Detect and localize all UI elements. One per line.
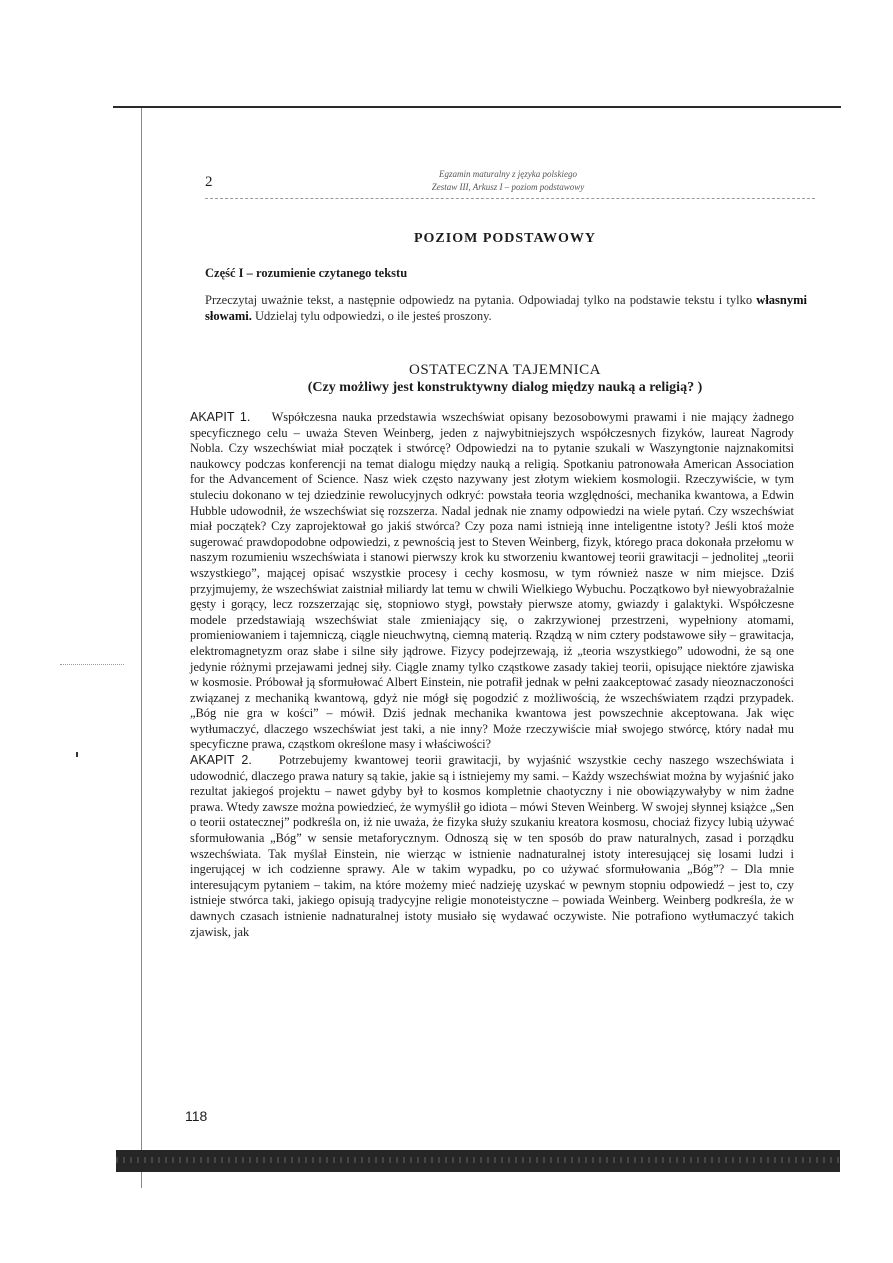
page-top-rule xyxy=(113,106,841,108)
paragraph-2 xyxy=(190,753,794,940)
paragraph-1 xyxy=(190,410,794,753)
page-left-edge xyxy=(141,108,142,1188)
level-title: POZIOM PODSTAWOWY xyxy=(413,231,597,246)
article-subtitle: (Czy możliwy jest konstruktywny dialog między nauką a religią? ) xyxy=(307,380,703,395)
scan-margin-mark xyxy=(60,664,124,665)
paragraph-1-label: AKAPIT 1. xyxy=(190,410,251,424)
paragraph-2-label: AKAPIT 2. xyxy=(190,753,252,768)
header-page-number: 2 xyxy=(205,174,213,190)
instructions xyxy=(205,292,807,324)
paragraph-1-text: Współczesna nauka przedstawia wszechświat opisany bezosobowymi prawami i nie mający żadnego specyficznego celu – uważa Steven Weinberg, jeden z najwybitniejszych współczesnych fizyków, laureat Nagrody Nobla. Czy wszechświat miał początek i stwórcę? Odpowiedzi na to pytanie szukali w Waszyngtonie najznakomitsi naukowcy podczas konferencji na temat dialogu między nauką a religią. Spotkaniu patronowała American Association for the Advancement of Science. Nasz wiek często nazywany jest złotym wiekiem kosmologii. Rzeczywiście, w tym stuleciu dokonano w tej dziedzinie rewolucyjnych odkryć: powstała teoria względności, mechanika kwantowa, a Edwin Hubble udowodnił, że wszechświat się rozszerza. Nadal jednak nie znamy odpowiedzi na wiele pytań. Czy wszechświat miał początek? Czy zaprojektował go jakiś stwórca? Czy poza nami istnieją inne inteligentne istoty? Jeśli ktoś może sugerować prawdopodobne odpowiedzi, z pewnością jest to Steven Weinberg, fizyk, którego praca dokonała przełomu w naszym rozumieniu wszechświata i stanowi pierwszy krok ku stworzeniu kwantowej teorii grawitacji – jednolitej „teorii wszystkiego”, mającej opisać wszystkie procesy i cechy kosmosu, w tym również nasze w nim miejsce. Dziś przyjmujemy, że wszechświat zaistniał miliardy lat temu w chwili Wielkiego Wybuchu. Początkowo był niewyobrażalnie gęsty i gorący, lecz rozszerzając się, stopniowo stygł, powstały pierwsze atomy, gwiazdy i galaktyki. Współczesne modele przedstawiają wszechświat stale zmieniający się, o zakrzywionej przestrzeni, wypełniony atomami, promieniowaniem i tajemniczą, ciągle nieuchwytną, ciemną materią. Rządzą w nim cztery podstawowe siły – grawitacja, elektromagnetyzm oraz słabe i silne siły jądrowe. Fizycy podejrzewają, iż „teoria wszystkiego” udowodni, że są one jedynie różnymi przejawami jednej siły. Ciągle znamy tylko cząstkowe zasady takiej teorii, opisujące niektóre zjawiska w kosmosie. Próbował ją sformułować Albert Einstein, nie potrafił jednak w pełni zaakceptować zasady nieoznaczoności związanej z mechaniką kwantową, gdyż nie mógł się pogodzić z możliwością, że wszechświatem rządzi przypadek. „Bóg nie gra w kości” – mówił. Dziś jednak mechanika kwantowa jest powszechnie akceptowana. Jak więc wytłumaczyć, dlaczego wszechświat jest taki, a nie inny? Może rzeczywiście miał swojego stwórcę, który nadał mu specyficzne prawa, cząstkom określone masy i właściwości? xyxy=(190,410,794,752)
paragraph-2-text: Potrzebujemy kwantowej teorii grawitacji, by wyjaśnić wszystkie cechy naszego wszechświata i udowodnić, dlaczego prawa natury są takie, jakie są i istniejemy my sami. – Każdy wszechświat można by wyjaśnić jako rezultat jakiegoś projektu – nawet gdyby był to kosmos kompletnie chaotyczny i nie obowiązywałyby w nim żadne prawa. Wtedy zawsze można powiedzieć, że wymyślił go idiota – mówi Steven Weinberg. W swojej słynnej książce „Sen o teorii ostatecznej” podkreśla on, iż nie uważa, że fizyka służy szukaniu kreatora kosmosu, chociaż fizycy lubią używać sformułowania „Bóg” w sensie metaforycznym. Odnoszą się w ten sposób do praw naturalnych, zasad i porządku wszechświata. Tak myślał Einstein, nie wierząc w istnienie nadnaturalnej istoty interesującej się losami ludzi i ingerującej w ich codzienne sprawy. Ale w takim wypadku, po co używać sformułowania „Bóg”? – Dla mnie interesującym pytaniem – takim, na które możemy mieć nadzieję uzyskać w pewnym stopniu odpowiedź – jest to, czy istnieje stwórca taki, jakiego opisują tradycyjne religie monoteistyczne – powiada Weinberg. Weinberg podkreśla, że w dawnych czasach istnienie nadnaturalnej istoty musiało się wydawać oczywiste. Nie potrafiono wytłumaczyć takich zjawisk, jak xyxy=(190,753,795,939)
exam-header xyxy=(403,168,613,194)
exam-header-line-2: Zestaw III, Arkusz I – poziom podstawowy xyxy=(431,182,585,192)
scan-edge-band xyxy=(116,1150,840,1172)
scan-noise xyxy=(116,1157,840,1163)
exam-header-line-1: Egzamin maturalny z języka polskiego xyxy=(439,169,577,179)
article-body xyxy=(190,410,794,940)
instructions-text-end: Udzielaj tylu odpowiedzi, o ile jesteś proszony. xyxy=(251,309,492,323)
header-divider xyxy=(205,198,815,199)
instructions-text: Przeczytaj uważnie tekst, a następnie odpowiedz na pytania. Odpowiadaj tylko na podstawie tekstu i tylko xyxy=(205,293,757,307)
scan-speck xyxy=(76,752,78,757)
footer-page-number: 118 xyxy=(185,1108,208,1124)
part-title: Część I – rozumienie czytanego tekstu xyxy=(205,266,408,280)
page-header xyxy=(205,160,815,206)
article-title: OSTATECZNA TAJEMNICA xyxy=(409,362,601,378)
instructions-emphasis: własnymi słowami. xyxy=(205,293,807,323)
